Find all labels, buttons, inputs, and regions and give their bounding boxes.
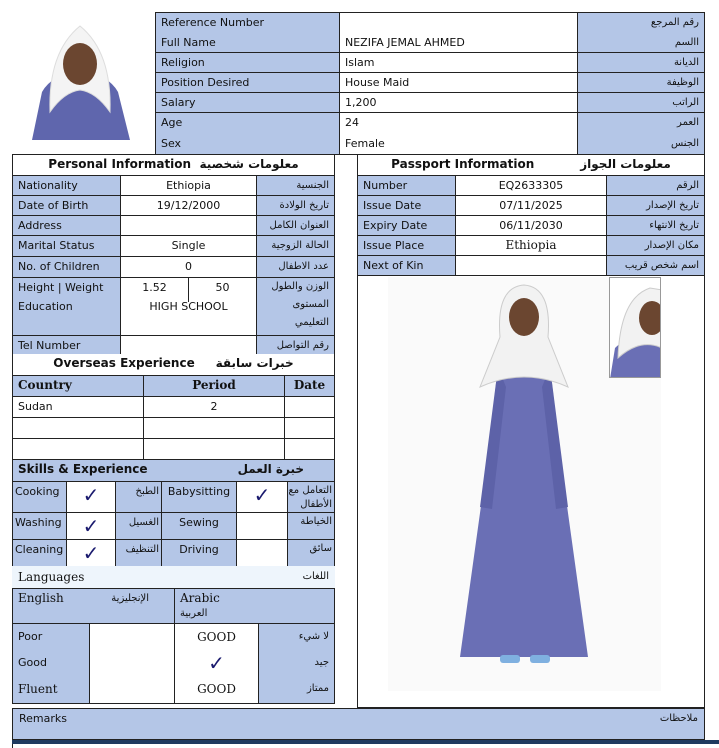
table-row [358, 216, 705, 236]
header-value: House Maid [340, 73, 578, 93]
table-row [13, 513, 335, 540]
skill-label: Driving [162, 540, 237, 567]
personal-label-ar: العنوان الكامل [257, 216, 335, 236]
column-period: Period [144, 375, 285, 396]
skill-label: Washing [13, 513, 67, 540]
skills-heading: Skills & Experience خبرة العمل [13, 460, 335, 482]
overseas-date [285, 417, 335, 438]
personal-value: Single [121, 236, 257, 257]
header-label-ar: الوظيفة [578, 73, 705, 93]
personal-label-ar: الجنسية [257, 176, 335, 196]
height-weight-education-ar: الوزن والطول المستوى التعليمي [257, 278, 335, 336]
passport-label: Next of Kin [358, 256, 456, 276]
table-row [13, 236, 335, 257]
table-row [13, 540, 335, 567]
arabic-header: Arabic العربية [175, 589, 335, 624]
skill-check [237, 540, 288, 567]
skill-check [237, 513, 288, 540]
table-row [13, 176, 335, 196]
skill-label-ar: سائق [288, 540, 335, 567]
personal-value: 0 [121, 257, 257, 278]
header-label-ar: االسم [578, 33, 705, 53]
overseas-period: 2 [144, 396, 285, 417]
skill-label-ar: الطبخ [116, 482, 162, 513]
skill-label: Cooking [13, 482, 67, 513]
header-label: Age [156, 113, 340, 134]
footer-bar [12, 740, 719, 744]
passport-heading: Passport Information معلومات الجواز [358, 155, 705, 176]
skill-label: Cleaning [13, 540, 67, 567]
table-row [156, 13, 705, 33]
english-level-cell [90, 624, 175, 704]
passport-value: Ethiopia [456, 236, 607, 256]
header-value: Islam [340, 53, 578, 73]
table-row [358, 176, 705, 196]
personal-value [121, 216, 257, 236]
personal-label-ar: الحالة الزوجية [257, 236, 335, 257]
level-labels-ar: لا شيء جيد ممتاز [259, 624, 335, 704]
overseas-period [144, 438, 285, 459]
table-row [156, 33, 705, 53]
remarks-label: Remarks [19, 712, 67, 725]
overseas-date [285, 438, 335, 459]
table-row [13, 396, 335, 417]
small-portrait-photo [609, 277, 661, 378]
header-label-ar: الراتب [578, 93, 705, 113]
header-label: Salary [156, 93, 340, 113]
overseas-country [13, 438, 144, 459]
passport-label-ar: مكان الإصدار [607, 236, 705, 256]
header-value [340, 13, 578, 33]
tel-label: Tel Number [13, 336, 121, 356]
personal-label: Date of Birth [13, 196, 121, 216]
header-label-ar: رقم المرجع [578, 13, 705, 33]
header-label-ar: الديانة [578, 53, 705, 73]
skills-section [12, 459, 335, 567]
height-weight-education-label: Height | Weight Education [13, 278, 121, 336]
overseas-country: Sudan [13, 396, 144, 417]
arabic-level-cell: GOOD ✓ GOOD [175, 624, 259, 704]
level-labels: Poor Good Fluent [13, 624, 90, 704]
personal-information-section [12, 154, 335, 356]
english-header: English الإنجليزية [13, 589, 175, 624]
table-row [156, 134, 705, 155]
passport-label: Expiry Date [358, 216, 456, 236]
personal-value: Ethiopia [121, 176, 257, 196]
personal-label: No. of Children [13, 257, 121, 278]
remarks-label-ar: ملاحظات [659, 713, 698, 724]
table-row [358, 236, 705, 256]
passport-label-ar: الرقم [607, 176, 705, 196]
skill-label-ar: التنظيف [116, 540, 162, 567]
height-value: 1.52 [121, 278, 189, 302]
header-label-ar: الجنس [578, 134, 705, 155]
passport-label: Issue Place [358, 236, 456, 256]
personal-label: Address [13, 216, 121, 236]
personal-label-ar: عدد الاطفال [257, 257, 335, 278]
education-value: HIGH SCHOOL [149, 300, 228, 313]
overseas-date [285, 396, 335, 417]
header-label-ar: العمر [578, 113, 705, 134]
column-country: Country [13, 375, 144, 396]
passport-value: 06/11/2030 [456, 216, 607, 236]
overseas-heading: Overseas Experience خبرات سابقة [13, 354, 335, 375]
passport-value [456, 256, 607, 276]
skill-label: Sewing [162, 513, 237, 540]
table-row [13, 196, 335, 216]
header-value: Female [340, 134, 578, 155]
header-label: Reference Number [156, 13, 340, 33]
header-label: Religion [156, 53, 340, 73]
table-row [358, 256, 705, 276]
skill-check: ✓ [237, 482, 288, 513]
table-row [156, 73, 705, 93]
header-table [155, 12, 705, 155]
portrait-photo [12, 12, 148, 140]
passport-value: EQ2633305 [456, 176, 607, 196]
remarks-row [12, 708, 705, 740]
table-row [13, 417, 335, 438]
personal-value: 19/12/2000 [121, 196, 257, 216]
table-row [156, 53, 705, 73]
page-border-left [12, 744, 13, 748]
header-value: 24 [340, 113, 578, 134]
header-value: 1,200 [340, 93, 578, 113]
skill-check: ✓ [67, 482, 116, 513]
skill-check: ✓ [67, 513, 116, 540]
table-row [156, 93, 705, 113]
table-row [358, 196, 705, 216]
overseas-experience-section [12, 354, 335, 460]
table-row [13, 482, 335, 513]
personal-label: Nationality [13, 176, 121, 196]
passport-label: Issue Date [358, 196, 456, 216]
skill-label-ar: التعامل مع الأطفال [288, 482, 335, 513]
passport-label-ar: تاريخ الانتهاء [607, 216, 705, 236]
table-row [13, 438, 335, 459]
header-label: Full Name [156, 33, 340, 53]
header-label: Position Desired [156, 73, 340, 93]
passport-information-section [357, 154, 705, 276]
skill-label-ar: الخياطة [288, 513, 335, 540]
passport-label-ar: اسم شخص قريب [607, 256, 705, 276]
table-row [13, 257, 335, 278]
column-date: Date [285, 375, 335, 396]
header-value: NEZIFA JEMAL AHMED [340, 33, 578, 53]
header-label: Sex [156, 134, 340, 155]
passport-label-ar: تاريخ الإصدار [607, 196, 705, 216]
tel-value [121, 336, 257, 356]
weight-value: 50 [215, 281, 230, 294]
personal-label-ar: تاريخ الولادة [257, 196, 335, 216]
personal-label: Marital Status [13, 236, 121, 257]
languages-heading: Languages اللغات [12, 566, 335, 588]
overseas-period [144, 417, 285, 438]
passport-label: Number [358, 176, 456, 196]
table-row [13, 216, 335, 236]
passport-value: 07/11/2025 [456, 196, 607, 216]
skill-label: Babysitting [162, 482, 237, 513]
photo-area [357, 275, 705, 708]
tel-label-ar: رقم التواصل [257, 336, 335, 356]
languages-section [12, 566, 335, 704]
skill-check: ✓ [67, 540, 116, 567]
overseas-country [13, 417, 144, 438]
personal-info-heading: Personal Information معلومات شخصية [13, 155, 335, 176]
table-row [156, 113, 705, 134]
skill-label-ar: الغسيل [116, 513, 162, 540]
